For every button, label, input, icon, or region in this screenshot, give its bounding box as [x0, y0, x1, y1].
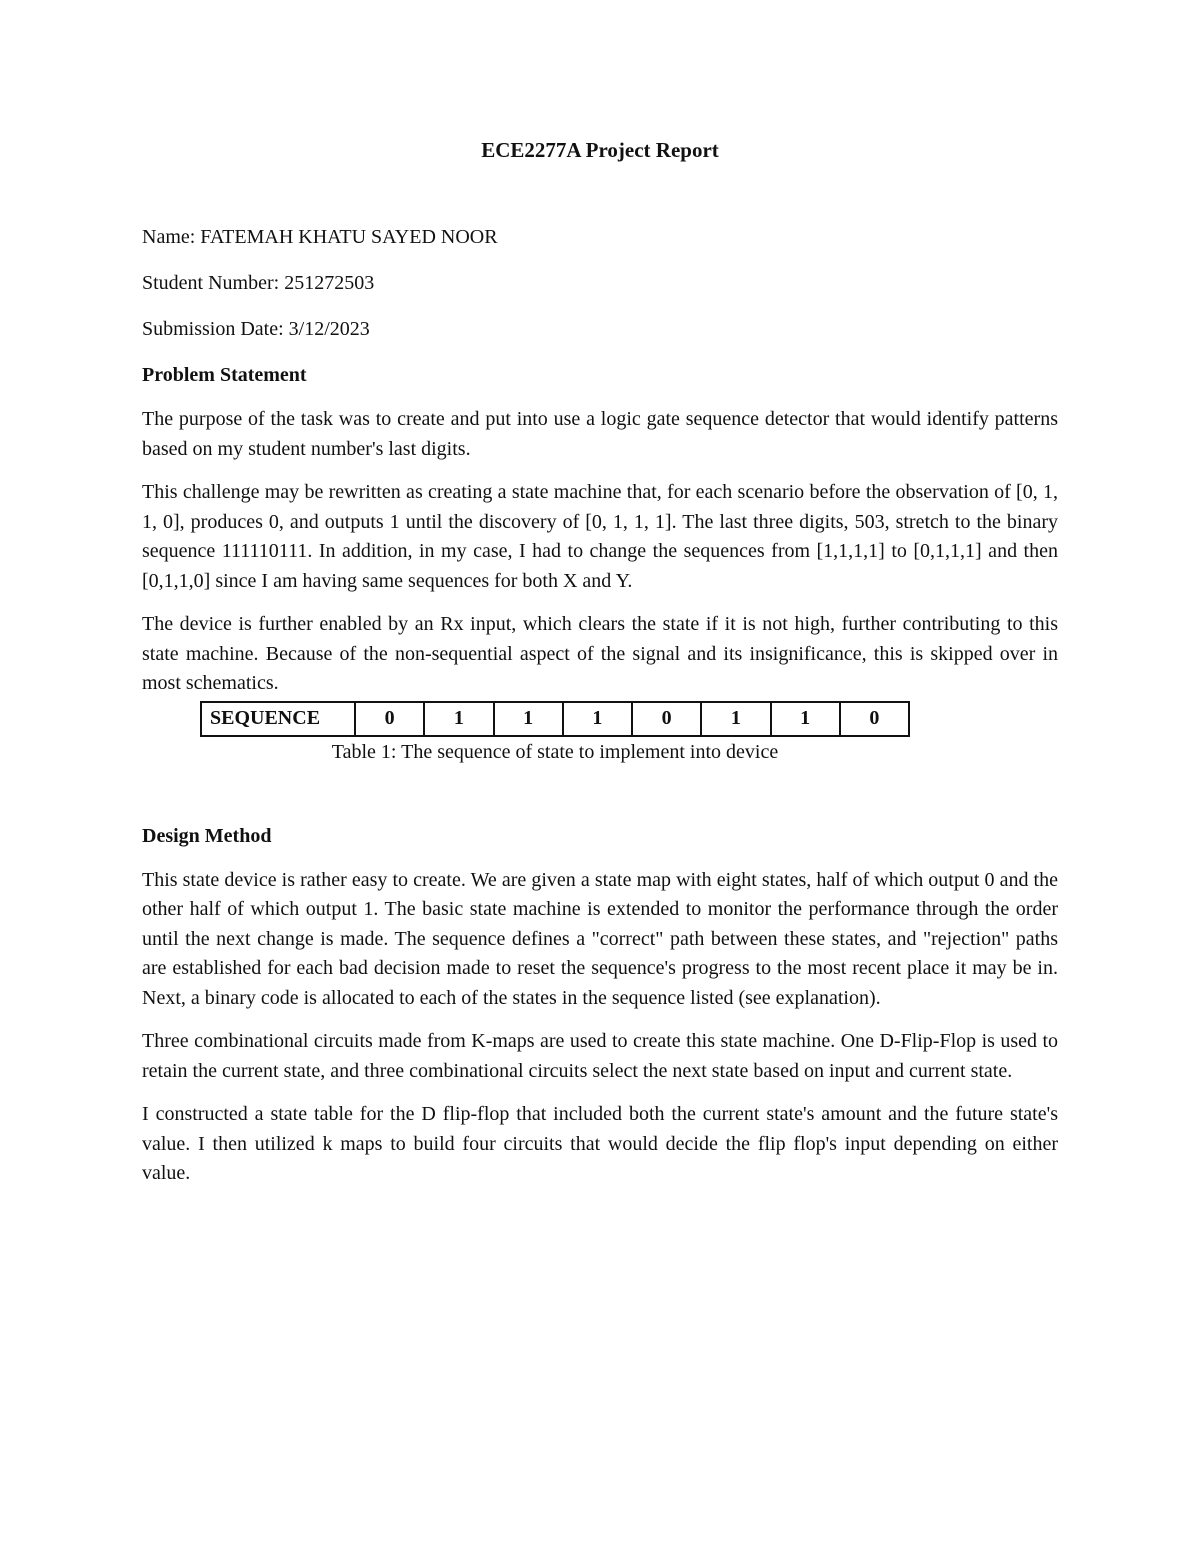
problem-paragraph-1: The purpose of the task was to create and put into use a logic gate sequence detector that would identify patterns based on my student number's last digits. [142, 408, 1058, 460]
design-paragraph-3: I constructed a state table for the D flip-flop that included both the current state's amount and the future state's value. I then utilized k maps to build four circuits that would decide the flip flop's input depending on either value. [142, 1103, 1058, 1184]
design-paragraph-2: Three combinational circuits made from K-maps are used to create this state machine. One D-Flip-Flop is used to retain the current state, and three combinational circuits select the next state based on input and current state. [142, 1030, 1058, 1082]
problem-paragraph-2: This challenge may be rewritten as creating a state machine that, for each scenario before the observation of [0, 1, 1, 0], produces 0, and outputs 1 until the discovery of [0, 1, 1, 1]. The last three digits, 503, stretch to the binary sequence 111110111. In addition, in my case, I had to change the sequences from [1,1,1,1] to [0,1,1,1] and then [0,1,1,0] since I am having same sequences for both X and Y. [142, 481, 1058, 592]
sequence-table-wrapper [200, 701, 910, 764]
problem-statement-heading: Problem Statement [142, 364, 307, 386]
student-number-line: Student Number: 251272503 [142, 272, 375, 294]
sequence-table [200, 701, 910, 737]
sequence-cell-4: 1 [563, 702, 632, 736]
design-paragraph-1: This state device is rather easy to create. We are given a state map with eight states, half of which output 0 and the other half of which output 1. The basic state machine is extended to monitor the performance through the order until the next change is made. The sequence defines a "correct" path between these states, and "rejection" paths are established for each bad decision made to reset the sequence's progress to the most recent place it may be in. Next, a binary code is allocated to each of the states in the sequence listed (see explanation). [142, 868, 1058, 1009]
table-caption: Table 1: The sequence of state to implement into device [331, 740, 779, 763]
sequence-cell-8: 0 [840, 702, 909, 736]
sequence-cell-6: 1 [701, 702, 770, 736]
sequence-cell-3: 1 [494, 702, 563, 736]
sequence-cell-2: 1 [424, 702, 493, 736]
submission-date-line: Submission Date: 3/12/2023 [142, 318, 370, 340]
sequence-cell-7: 1 [771, 702, 840, 736]
design-method-heading: Design Method [142, 824, 272, 847]
problem-paragraph-3: The device is further enabled by an Rx input, which clears the state if it is not high, further contributing to this state machine. Because of the non-sequential aspect of the signal and its insignificance, this is skipped over in most schematics. [142, 613, 1058, 694]
document-title: ECE2277A Project Report [481, 138, 719, 162]
document-page [142, 138, 1058, 1203]
section-spacer [142, 764, 1058, 824]
sequence-row [201, 702, 909, 736]
name-line: Name: FATEMAH KHATU SAYED NOOR [142, 226, 498, 248]
sequence-label-cell: SEQUENCE [201, 702, 355, 736]
sequence-cell-5: 0 [632, 702, 701, 736]
sequence-cell-1: 0 [355, 702, 424, 736]
